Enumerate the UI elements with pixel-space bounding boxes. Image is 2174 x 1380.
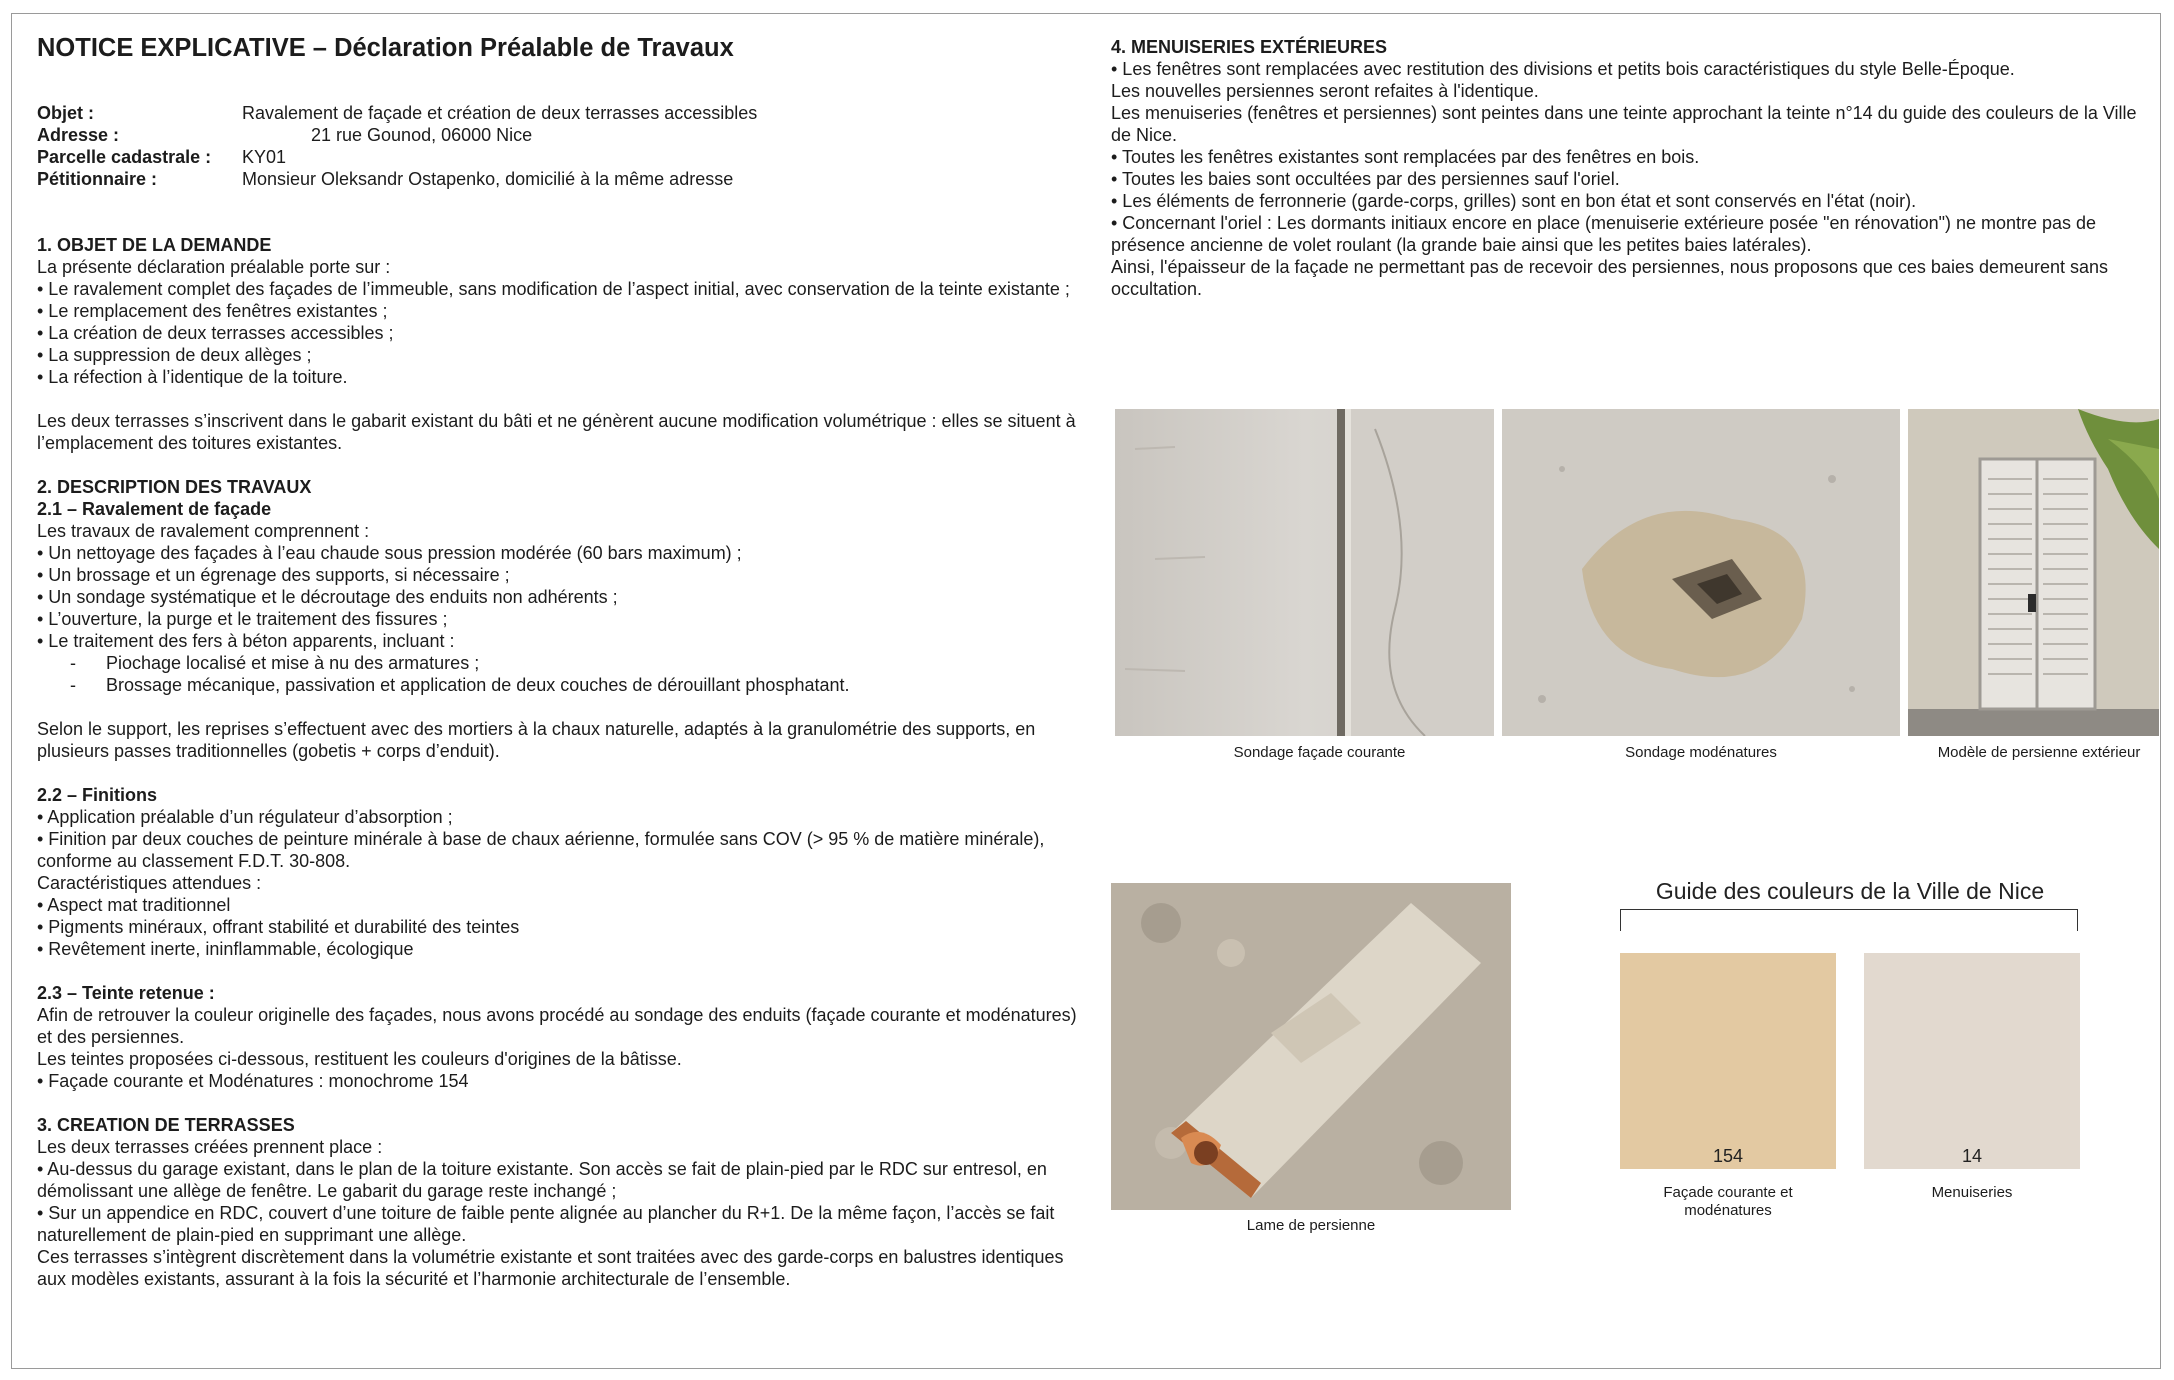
section-menuiseries bbox=[1111, 36, 2141, 300]
page-title: NOTICE EXPLICATIVE – Déclaration Préalable de Travaux bbox=[37, 34, 734, 62]
list-item: • Toutes les fenêtres existantes sont remplacées par des fenêtres en bois. bbox=[1111, 147, 1700, 167]
section-description-travaux bbox=[37, 476, 1077, 1114]
photo-caption: Modèle de persienne extérieur bbox=[1937, 744, 2141, 761]
list-item: • Un nettoyage des façades à l’eau chaude sous pression modérée (60 bars maximum) ; bbox=[37, 543, 742, 563]
paragraph: Selon le support, les reprises s’effectuent avec des mortiers à la chaux naturelle, adaptés à la granulométrie des supports, en plusieurs passes traditionnelles (gobetis + corps d’enduit). bbox=[37, 719, 1036, 761]
paragraph: Les nouvelles persiennes seront refaites à l'identique. bbox=[1111, 81, 1539, 101]
section-heading: 4. MENUISERIES EXTÉRIEURES bbox=[1111, 37, 1388, 57]
section-heading: 3. CREATION DE TERRASSES bbox=[37, 1115, 295, 1135]
meta-value: KY01 bbox=[242, 147, 287, 167]
list-item: • Aspect mat traditionnel bbox=[37, 895, 231, 915]
meta-key: Parcelle cadastrale : bbox=[37, 147, 212, 167]
meta-value: Ravalement de façade et création de deux terrasses accessibles bbox=[242, 103, 758, 123]
list-item: • Au-dessus du garage existant, dans le plan de la toiture existante. Son accès se fait de plain-pied par le RDC sur entresol, en démolissant une allège de fenêtre. Le gabarit du garage reste inchangé ; bbox=[37, 1159, 1047, 1201]
dash-list-item: - Brossage mécanique, passivation et application de deux couches de dérouillant phosphatant. bbox=[70, 675, 850, 695]
swatch-caption: Façade courante et modénatures bbox=[1663, 1184, 1793, 1219]
photo-sondage-facade bbox=[1115, 409, 1494, 736]
section-intro: Les deux terrasses créées prennent place : bbox=[37, 1137, 383, 1157]
photo-modele-persienne bbox=[1908, 409, 2159, 736]
paragraph: Les deux terrasses s’inscrivent dans le gabarit existant du bâti et ne génèrent aucune modification volumétrique : elles se situent à l’emplacement des toitures existantes. bbox=[37, 411, 1076, 453]
list-item: • Les éléments de ferronnerie (garde-corps, grilles) sont en bon état et sont conservés en l'état (noir). bbox=[1111, 191, 1917, 211]
list-item: • Pigments minéraux, offrant stabilité et durabilité des teintes bbox=[37, 917, 520, 937]
meta-key: Objet : bbox=[37, 103, 94, 123]
list-item: • La création de deux terrasses accessibles ; bbox=[37, 323, 394, 343]
paragraph: Les teintes proposées ci-dessous, restituent les couleurs d'origines de la bâtisse. bbox=[37, 1049, 682, 1069]
paragraph: Ainsi, l'épaisseur de la façade ne permettant pas de recevoir des persiennes, nous proposons que ces baies demeurent sans occultation. bbox=[1111, 257, 2109, 299]
swatch-number: 14 bbox=[1961, 1146, 1983, 1166]
list-item: • Façade courante et Modénatures : monochrome 154 bbox=[37, 1071, 469, 1091]
left-column bbox=[37, 30, 1077, 1290]
subsection-heading: 2.2 – Finitions bbox=[37, 785, 158, 805]
list-item: • Sur un appendice en RDC, couvert d’une toiture de faible pente alignée au plancher du R+1. De la même façon, l’accès se fait naturellement de plain-pied en supprimant une allège. bbox=[37, 1203, 1055, 1245]
list-item: • Finition par deux couches de peinture minérale à base de chaux aérienne, formulée sans COV (> 95 % de matière minérale), conforme au classement F.D.T. 30-808. bbox=[37, 829, 1045, 871]
photo-lame-persienne bbox=[1111, 883, 1511, 1210]
section-intro: Caractéristiques attendues : bbox=[37, 873, 262, 893]
list-item: • Un sondage systématique et le décroutage des enduits non adhérents ; bbox=[37, 587, 618, 607]
photo-caption: Sondage façade courante bbox=[1233, 744, 1406, 761]
meta-key: Pétitionnaire : bbox=[37, 169, 158, 189]
list-item: • La réfection à l’identique de la toiture. bbox=[37, 367, 348, 387]
list-item: • Un brossage et un égrenage des supports, si nécessaire ; bbox=[37, 565, 510, 585]
paragraph: Ces terrasses s’intègrent discrètement dans la volumétrie existante et sont traitées avec des garde-corps en balustres identiques aux modèles existants, assurant à la fois la sécurité et l’harmonie architecturale de l’ensemble. bbox=[37, 1247, 1064, 1289]
section-creation-terrasses bbox=[37, 1114, 1077, 1290]
list-item: • Concernant l'oriel : Les dormants initiaux encore en place (menuiserie extérieure posée "en rénovation") ne montre pas de présence ancienne de volet roulant (la grande baie ainsi que les petites baies latérales). bbox=[1111, 213, 2097, 255]
list-item: • Toutes les baies sont occultées par des persiennes sauf l'oriel. bbox=[1111, 169, 1620, 189]
meta-row-petitionnaire bbox=[37, 168, 1077, 190]
paragraph: Afin de retrouver la couleur originelle des façades, nous avons procédé au sondage des enduits (façade courante et modénatures) et des persiennes. bbox=[37, 1005, 1077, 1047]
list-item: • Le traitement des fers à béton apparents, incluant : bbox=[37, 631, 455, 651]
meta-row-objet bbox=[37, 102, 1077, 124]
list-item: • Revêtement inerte, ininflammable, écologique bbox=[37, 939, 414, 959]
section-intro: Les travaux de ravalement comprennent : bbox=[37, 521, 370, 541]
swatch-caption: Menuiseries bbox=[1931, 1184, 2013, 1201]
meta-row-parcelle bbox=[37, 146, 1077, 168]
section-heading: 1. OBJET DE LA DEMANDE bbox=[37, 235, 272, 255]
meta-value: 21 rue Gounod, 06000 Nice bbox=[311, 125, 533, 145]
list-item: • Application préalable d’un régulateur d’absorption ; bbox=[37, 807, 453, 827]
meta-value: Monsieur Oleksandr Ostapenko, domicilié à la même adresse bbox=[242, 169, 734, 189]
section-objet-demande bbox=[37, 234, 1077, 476]
meta-row-adresse bbox=[37, 124, 1077, 146]
list-item: • La suppression de deux allèges ; bbox=[37, 345, 312, 365]
subsection-heading: 2.1 – Ravalement de façade bbox=[37, 499, 272, 519]
section-heading: 2. DESCRIPTION DES TRAVAUX bbox=[37, 477, 312, 497]
photo-caption: Sondage modénatures bbox=[1625, 744, 1777, 761]
list-item: • Les fenêtres sont remplacées avec restitution des divisions et petits bois caractéristiques du style Belle-Époque. bbox=[1111, 59, 2015, 79]
color-guide-title: Guide des couleurs de la Ville de Nice bbox=[1655, 878, 2045, 904]
color-swatch-14 bbox=[1864, 953, 2080, 1169]
meta-key: Adresse : bbox=[37, 125, 120, 145]
color-swatch-154 bbox=[1620, 953, 1836, 1169]
list-item: • Le ravalement complet des façades de l’immeuble, sans modification de l’aspect initial, avec conservation de la teinte existante ; bbox=[37, 279, 1070, 299]
project-meta bbox=[37, 102, 1077, 190]
dash-list-item: - Piochage localisé et mise à nu des armatures ; bbox=[70, 653, 480, 673]
list-item: • L’ouverture, la purge et le traitement des fissures ; bbox=[37, 609, 448, 629]
subsection-heading: 2.3 – Teinte retenue : bbox=[37, 983, 215, 1003]
paragraph: Les menuiseries (fenêtres et persiennes) sont peintes dans une teinte approchant la teinte n°14 du guide des couleurs de la Ville de Nice. bbox=[1111, 103, 2137, 145]
photo-sondage-modenatures bbox=[1502, 409, 1900, 736]
color-guide-bracket bbox=[1620, 909, 2078, 931]
swatch-number: 154 bbox=[1712, 1146, 1744, 1166]
list-item: • Le remplacement des fenêtres existantes ; bbox=[37, 301, 388, 321]
section-intro: La présente déclaration préalable porte sur : bbox=[37, 257, 391, 277]
photo-caption: Lame de persienne bbox=[1246, 1217, 1376, 1234]
